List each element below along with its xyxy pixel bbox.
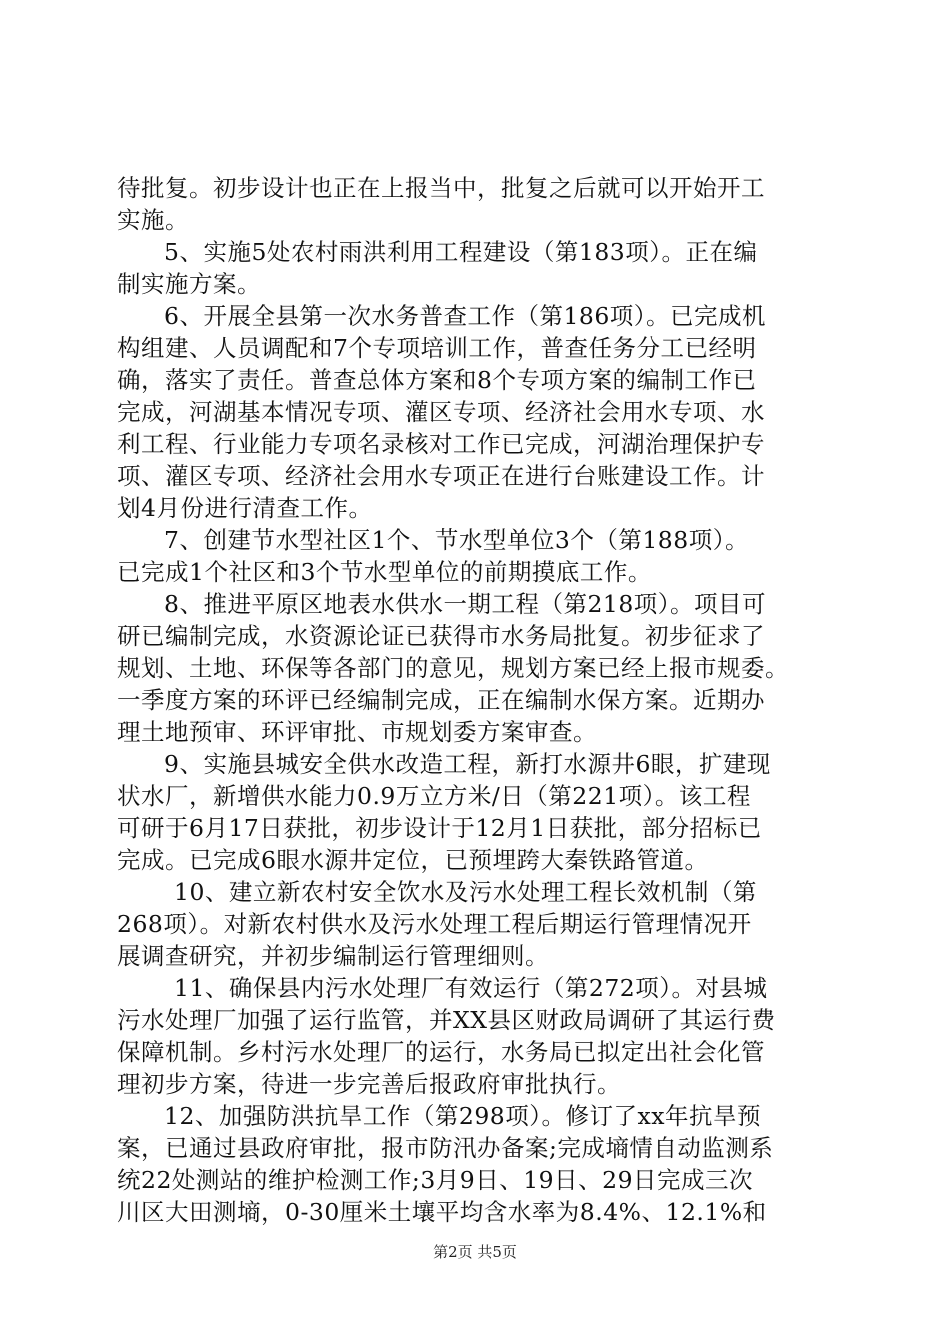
text-line: 理初步方案，待进一步完善后报政府审批执行。 [117, 1070, 621, 1098]
paragraph-11-start: 11、确保县内污水处理厂有效运行（第272项）。对县城 [174, 974, 768, 1002]
text-line: 已完成1个社区和3个节水型单位的前期摸底工作。 [117, 558, 652, 586]
paragraph-7-start: 7、创建节水型社区1个、节水型单位3个（第188项）。 [164, 526, 749, 554]
paragraph-12-start: 12、加强防洪抗旱工作（第298项）。修订了xx年抗旱预 [164, 1102, 762, 1130]
text-line: 划4月份进行清查工作。 [117, 494, 373, 522]
text-line: 研已编制完成，水资源论证已获得市水务局批复。初步征求了 [117, 622, 765, 650]
paragraph-6-start: 6、开展全县第一次水务普查工作（第186项）。已完成机 [164, 302, 767, 330]
paragraph-10-start: 10、建立新农村安全饮水及污水处理工程长效机制（第 [174, 878, 757, 906]
paragraph-9-start: 9、实施县城安全供水改造工程，新打水源井6眼，扩建现 [164, 750, 771, 778]
text-line: 利工程、行业能力专项名录核对工作已完成，河湖治理保护专 [117, 430, 765, 458]
paragraph-8-start: 8、推进平原区地表水供水一期工程（第218项）。项目可 [164, 590, 767, 618]
text-line: 实施。 [117, 206, 189, 234]
text-line: 污水处理厂加强了运行监管，并XX县区财政局调研了其运行费 [117, 1006, 776, 1034]
paragraph-5-start: 5、实施5处农村雨洪利用工程建设（第183项）。正在编 [164, 238, 758, 266]
text-line: 制实施方案。 [117, 270, 261, 298]
text-line: 完成，河湖基本情况专项、灌区专项、经济社会用水专项、水 [117, 398, 765, 426]
text-line: 状水厂，新增供水能力0.9万立方米/日（第221项）。该工程 [117, 782, 751, 810]
text-line: 项、灌区专项、经济社会用水专项正在进行台账建设工作。计 [117, 462, 765, 490]
text-line: 展调查研究，并初步编制运行管理细则。 [117, 942, 549, 970]
text-line: 268项）。对新农村供水及污水处理工程后期运行管理情况开 [117, 910, 752, 938]
page-number-footer: 第2页 共5页 [433, 1243, 517, 1261]
text-line: 理土地预审、环评审批、市规划委方案审查。 [117, 718, 597, 746]
text-line: 完成。已完成6眼水源井定位，已预埋跨大秦铁路管道。 [117, 846, 709, 874]
text-line: 规划、土地、环保等各部门的意见，规划方案已经上报市规委。 [117, 654, 789, 682]
text-line: 可研于6月17日获批，初步设计于12月1日获批，部分招标已 [117, 814, 762, 842]
document-body [117, 172, 837, 1228]
text-line: 川区大田测墒，0-30厘米土壤平均含水率为8.4%、12.1%和 [117, 1198, 767, 1226]
text-line: 统22处测站的维护检测工作;3月9日、19日、29日完成三次 [117, 1166, 754, 1194]
text-line: 一季度方案的环评已经编制完成，正在编制水保方案。近期办 [117, 686, 765, 714]
text-line: 案，已通过县政府审批，报市防汛办备案;完成墒情自动监测系 [117, 1134, 774, 1162]
text-line: 构组建、人员调配和7个专项培训工作，普查任务分工已经明 [117, 334, 757, 362]
text-line: 保障机制。乡村污水处理厂的运行，水务局已拟定出社会化管 [117, 1038, 765, 1066]
text-line: 确，落实了责任。普查总体方案和8个专项方案的编制工作已 [117, 366, 757, 394]
text-line: 待批复。初步设计也正在上报当中，批复之后就可以开始开工 [117, 174, 765, 202]
